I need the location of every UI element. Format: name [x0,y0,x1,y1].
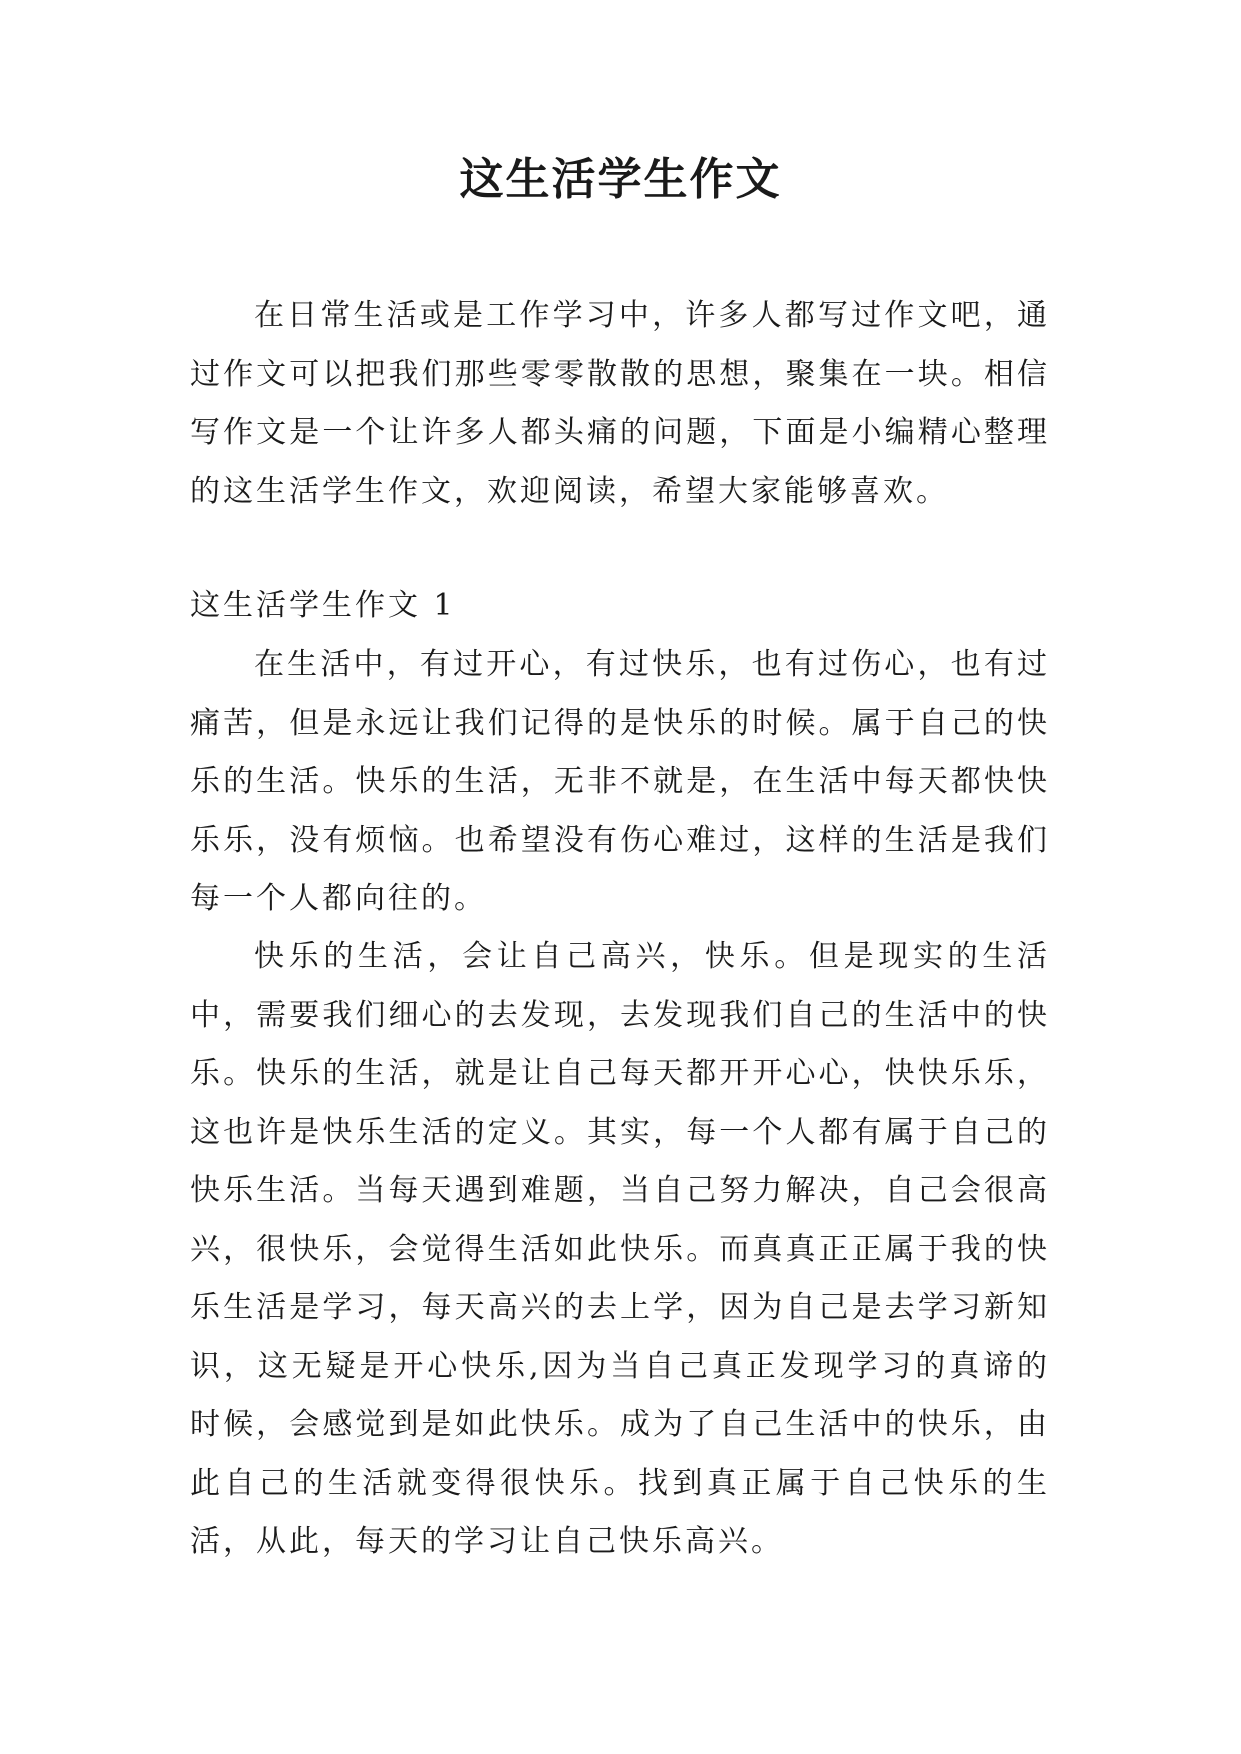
intro-paragraph: 在日常生活或是工作学习中，许多人都写过作文吧，通过作文可以把我们那些零零散散的思想，聚集在一块。相信写作文是一个让许多人都头痛的问题，下面是小编精心整理的这生活学生作文，欢迎阅读，希望大家能够喜欢。 [190,298,1050,509]
body-paragraph-2: 快乐的生活，会让自己高兴，快乐。但是现实的生活中，需要我们细心的去发现，去发现我们自己的生活中的快乐。快乐的生活，就是让自己每天都开开心心，快快乐乐，这也许是快乐生活的定义。其实，每一个人都有属于自己的快乐生活。当每天遇到难题，当自己努力解决，自己会很高兴，很快乐，会觉得生活如此快乐。而真真正正属于我的快乐生活是学习，每天高兴的去上学，因为自己是去学习新知识，这无疑是开心快乐,因为当自己真正发现学习的真谛的时候，会感觉到是如此快乐。成为了自己生活中的快乐，由此自己的生活就变得很快乐。找到真正属于自己快乐的生活，从此，每天的学习让自己快乐高兴。 [190,939,1050,1559]
document-title: 这生活学生作文 [459,154,782,205]
body-paragraph-1: 在生活中，有过开心，有过快乐，也有过伤心，也有过痛苦，但是永远让我们记得的是快乐的时候。属于自己的快乐的生活。快乐的生活，无非不就是，在生活中每天都快快乐乐，没有烦恼。也希望没有伤心难过，这样的生活是我们每一个人都向往的。 [190,647,1050,916]
section-heading: 这生活学生作文 1 [190,588,456,623]
